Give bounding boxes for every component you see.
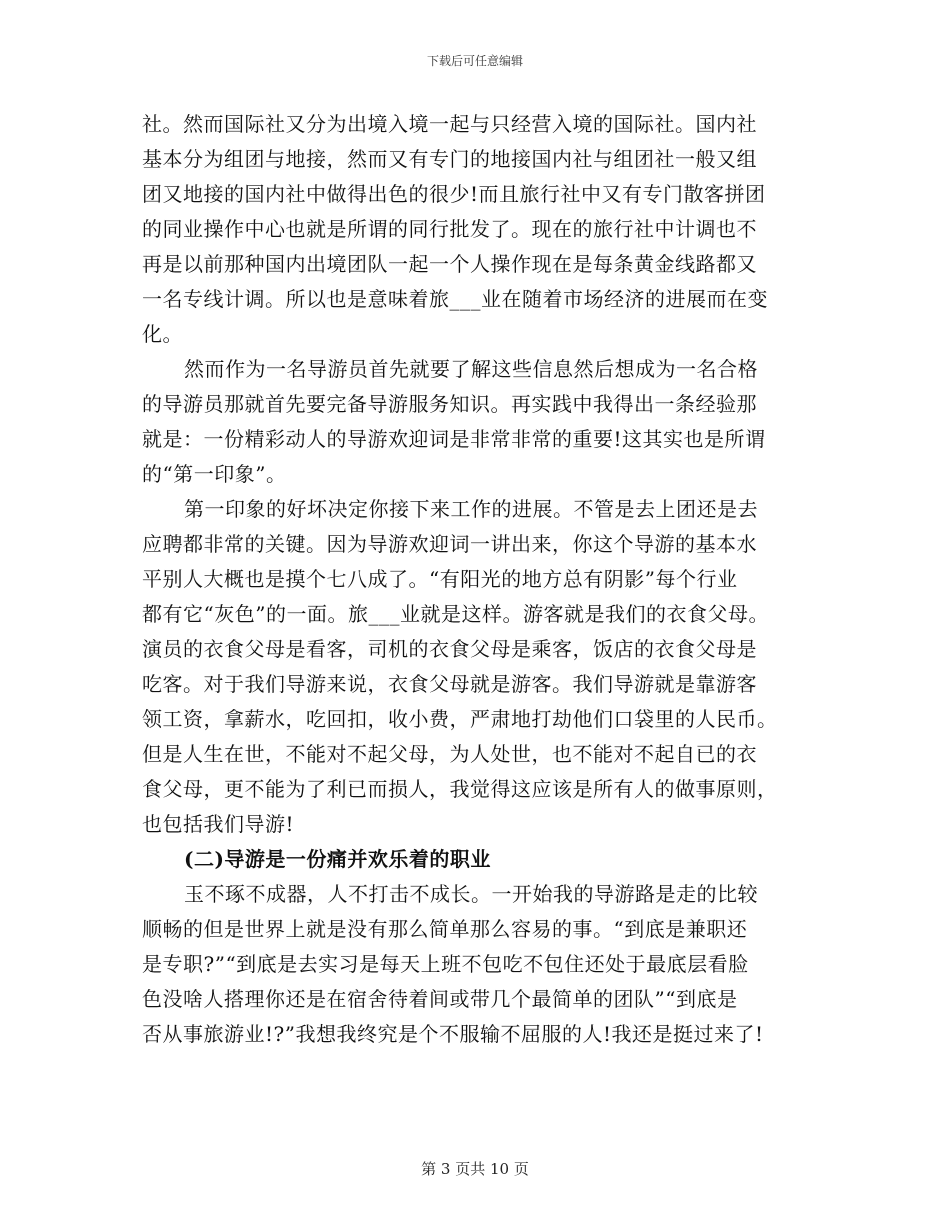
text-line: 应聘都非常的关键。因为导游欢迎词一讲出来，你这个导游的基本水 [142,532,757,556]
text-line: 第一印象的好坏决定你接下来工作的进展。不管是去上团还是去 [184,497,758,521]
text-line: 再是以前那种国内出境团队一起一个人操作现在是每条黄金线路都又 [142,252,757,276]
text-line: 平别人大概也是摸个七八成了。“有阳光的地方总有阴影”每个行业 [142,567,738,591]
text-line: 的导游员那就首先要完备导游服务知识。再实践中我得出一条经验那 [142,392,757,416]
text-line: 玉不琢不成器，人不打击不成长。一开始我的导游路是走的比较 [184,882,758,906]
text-line: 是专职?”“到底是去实习是每天上班不包吃不包住还处于最底层看脸 [142,952,749,976]
page-header: 下载后可任意编辑 [426,54,523,68]
text-line: 然而作为一名导游员首先就要了解这些信息然后想成为一名合格 [184,357,758,381]
text-line: 领工资，拿薪水，吃回扣，收小费，严肃地打劫他们口袋里的人民币。 [142,707,778,731]
text-line: 团又地接的国内社中做得出色的很少!而且旅行社中又有专门散客拼团 [142,182,766,206]
text-line: 社。然而国际社又分为出境入境一起与只经营入境的国际社。国内社 [142,112,757,136]
text-line: 就是：一份精彩动人的导游欢迎词是非常非常的重要!这其实也是所谓 [142,427,766,451]
text-line: 顺畅的但是世界上就是没有那么简单那么容易的事。“到底是兼职还 [142,917,748,941]
text-line: 也包括我们导游! [142,812,295,836]
section-heading: (二)导游是一份痛并欢乐着的职业 [184,847,491,871]
text-line: 食父母，更不能为了利已而损人，我觉得这应该是所有人的做事原则， [142,777,778,801]
text-line: 都有它“灰色”的一面。旅___业就是这样。游客就是我们的衣食父母。 [142,602,769,626]
text-line: 色没啥人搭理你还是在宿舍待着间或带几个最简单的团队”“到底是 [142,987,738,1011]
page-footer: 第 3 页共 10 页 [421,1160,529,1178]
text-line: 的“第一印象”。 [142,462,287,486]
document-body [142,107,832,1052]
text-line: 一名专线计调。所以也是意味着旅___业在随着市场经济的进展而在变 [142,287,768,311]
text-line: 的同业操作中心也就是所谓的同行批发了。现在的旅行社中计调也不 [142,217,757,241]
text-line: 基本分为组团与地接，然而又有专门的地接国内社与组团社一般又组 [142,147,757,171]
text-line: 但是人生在世，不能对不起父母，为人处世，也不能对不起自已的衣 [142,742,757,766]
text-line: 化。 [142,322,183,346]
text-line: 演员的衣食父母是看客，司机的衣食父母是乘客，饭店的衣食父母是 [142,637,757,661]
text-line: 否从事旅游业!?”我想我终究是个不服输不屈服的人!我还是挺过来了! [142,1022,764,1046]
text-line: 吃客。对于我们导游来说，衣食父母就是游客。我们导游就是靠游客 [142,672,757,696]
